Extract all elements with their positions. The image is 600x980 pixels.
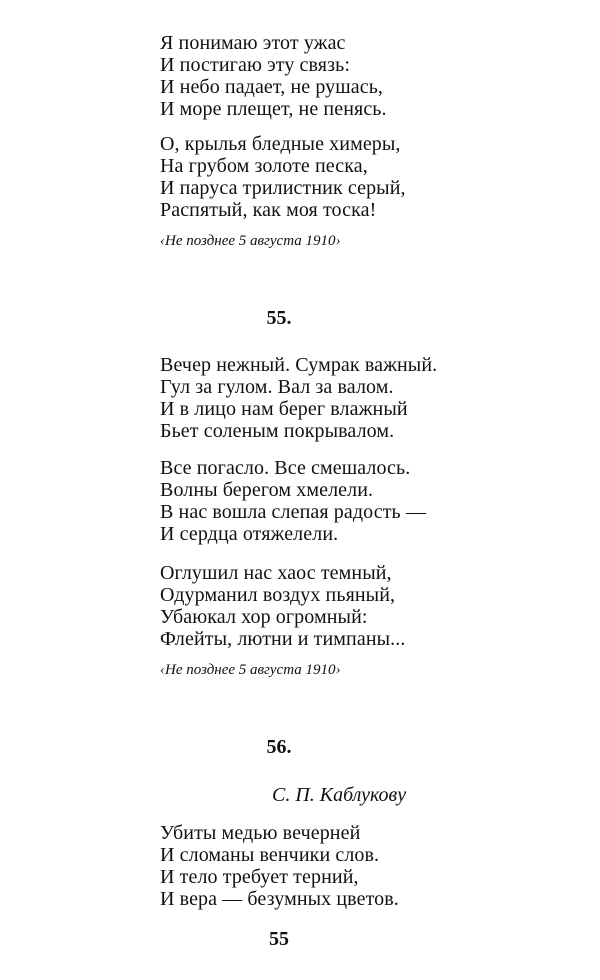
stanza — [160, 562, 405, 650]
poem-number-text: 55. — [266, 307, 292, 329]
poem-line: И паруса трилистник серый, — [160, 177, 406, 199]
poem-line: В нас вошла слепая радость — — [160, 501, 426, 523]
poem-line: О, крылья бледные химеры, — [160, 133, 401, 155]
poem-line: Оглушил нас хаос темный, — [160, 562, 392, 584]
poem-line: И сломаны венчики слов. — [160, 844, 380, 866]
page-number — [0, 928, 600, 951]
poem-dedication: С. П. Каблукову — [272, 784, 407, 806]
poem-line: И небо падает, не рушась, — [160, 76, 384, 98]
poem-number — [0, 736, 600, 759]
poem-line: И море плещет, не пенясь. — [160, 98, 387, 120]
poem-line: И в лицо нам берег влажный — [160, 398, 408, 420]
poem-line: Гул за гулом. Вал за валом. — [160, 376, 394, 398]
page-number-text: 55 — [269, 928, 289, 950]
poem-line: И вера — безумных цветов. — [160, 888, 399, 910]
poem-line: Все погасло. Все смешалось. — [160, 457, 411, 479]
poem-line: Волны берегом хмелели. — [160, 479, 374, 501]
poem-date: ‹Не позднее 5 августа 1910› — [160, 233, 341, 249]
poem-line: Бьет соленым покрывалом. — [160, 420, 395, 442]
poem-line: Распятый, как моя тоска! — [160, 199, 377, 221]
poem-line: Одурманил воздух пьяный, — [160, 584, 396, 606]
poem-line: Я понимаю этот ужас — [160, 32, 346, 54]
poem-line: И постигаю эту связь: — [160, 54, 350, 76]
stanza — [160, 354, 437, 442]
stanza — [160, 32, 387, 120]
poem-number-text: 56. — [266, 736, 292, 758]
stanza — [160, 133, 406, 221]
poem-line: Убиты медью вечерней — [160, 822, 361, 844]
poem-line: Флейты, лютни и тимпаны... — [160, 628, 406, 650]
poem-date: ‹Не позднее 5 августа 1910› — [160, 662, 341, 678]
poem-line: Убаюкал хор огромный: — [160, 606, 368, 628]
poem-line: И тело требует терний, — [160, 866, 359, 888]
stanza — [160, 822, 399, 910]
poem-line: На грубом золоте песка, — [160, 155, 368, 177]
poem-line: И сердца отяжелели. — [160, 523, 339, 545]
poem-number — [0, 307, 600, 330]
stanza — [160, 457, 426, 545]
poem-line: Вечер нежный. Сумрак важный. — [160, 354, 438, 376]
